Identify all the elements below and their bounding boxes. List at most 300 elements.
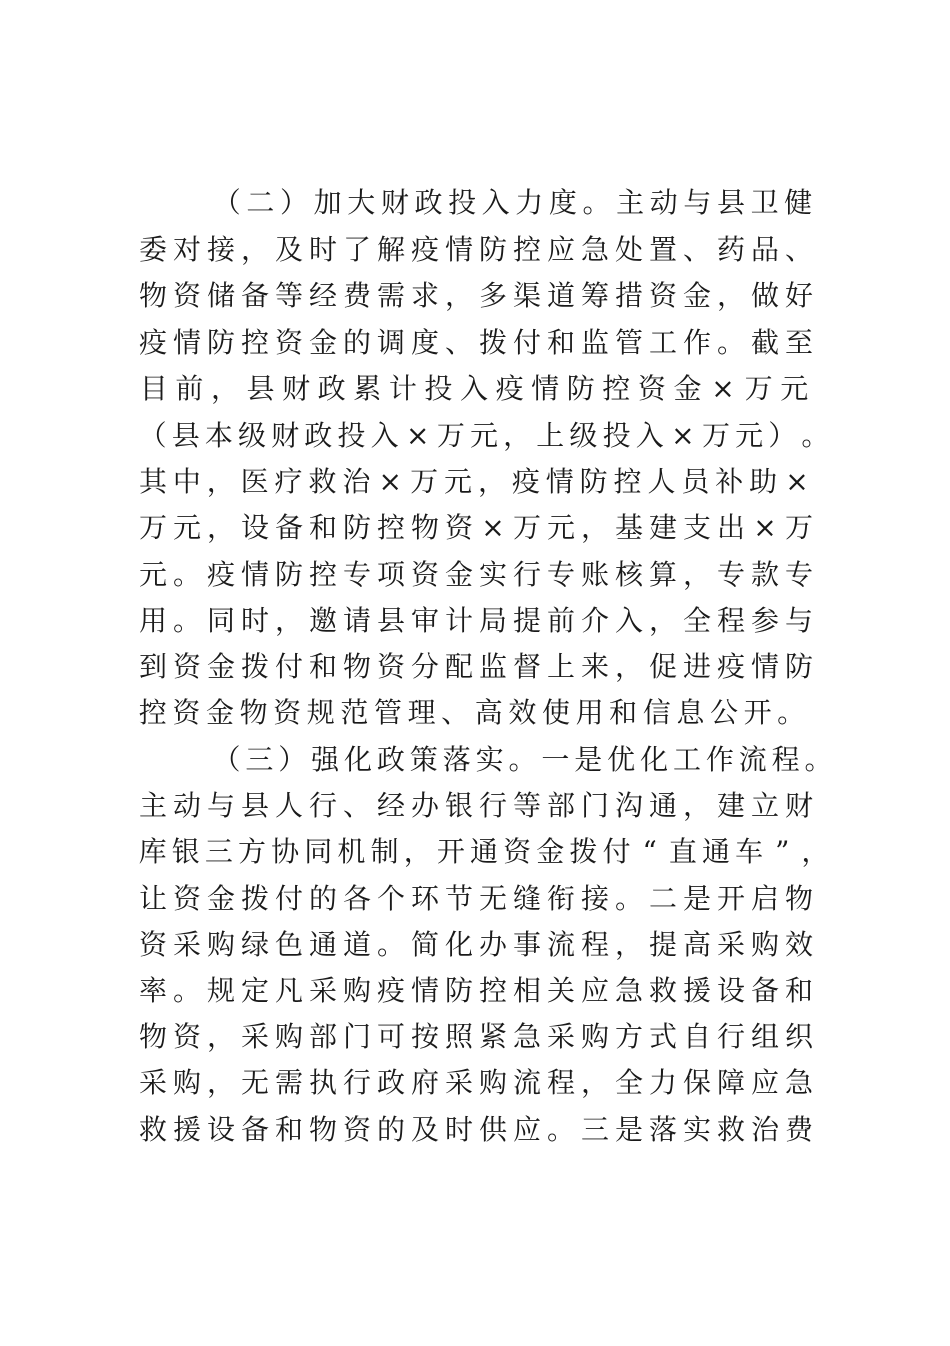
glyph: 备 [240, 279, 269, 312]
glyph: 应 [512, 1113, 541, 1146]
glyph: 应 [750, 1066, 779, 1099]
glyph: 直 [668, 835, 697, 868]
glyph: 请 [342, 604, 371, 637]
glyph: 元 [469, 419, 498, 452]
paragraph-line [0, 690, 950, 736]
glyph: 购 [342, 974, 371, 1007]
glyph: 资 [138, 928, 167, 961]
glyph: 需 [274, 1066, 303, 1099]
glyph: 与 [683, 186, 712, 219]
paragraph-line [0, 876, 950, 922]
paragraph-line [0, 598, 950, 644]
glyph: 事 [512, 928, 541, 961]
glyph: 防 [444, 974, 473, 1007]
glyph: 及 [274, 233, 303, 266]
glyph: 力 [648, 1066, 677, 1099]
glyph: 县 [246, 372, 275, 405]
glyph: 的 [342, 326, 371, 359]
glyph: ， [206, 1020, 235, 1053]
glyph: 入 [459, 372, 488, 405]
glyph: 三 [204, 835, 233, 868]
glyph: 和 [274, 1113, 303, 1146]
glyph: × [671, 419, 695, 452]
glyph: 万 [701, 419, 730, 452]
glyph: 、 [441, 696, 470, 729]
glyph: 防 [478, 233, 507, 266]
glyph: ） [278, 743, 307, 776]
glyph: 采 [716, 928, 745, 961]
glyph: 主 [616, 186, 645, 219]
glyph: 好 [784, 279, 813, 312]
glyph: ， [580, 1066, 609, 1099]
glyph: 行 [478, 789, 507, 822]
glyph: 与 [784, 604, 813, 637]
glyph: 建 [648, 511, 677, 544]
glyph: 置 [648, 233, 677, 266]
glyph: 设 [206, 1113, 235, 1146]
glyph: 人 [274, 789, 303, 822]
glyph: 金 [444, 558, 473, 591]
glyph: 二 [648, 882, 677, 915]
glyph: 物 [784, 882, 813, 915]
glyph: 建 [716, 789, 745, 822]
glyph: 对 [172, 233, 201, 266]
glyph: 治 [750, 1113, 779, 1146]
glyph: 方 [614, 1020, 643, 1053]
glyph: × [753, 511, 777, 544]
paragraph-line [0, 922, 950, 968]
glyph: 绿 [240, 928, 269, 961]
glyph: 车 [735, 835, 764, 868]
glyph: 制 [370, 835, 399, 868]
glyph: 助 [749, 465, 778, 498]
glyph: 自 [682, 1020, 711, 1053]
glyph: 落 [648, 1113, 677, 1146]
glyph: 紧 [478, 1020, 507, 1053]
glyph: 力 [515, 186, 544, 219]
paragraph-line [0, 968, 950, 1014]
glyph: 采 [444, 1066, 473, 1099]
glyph: 保 [682, 1066, 711, 1099]
glyph: 二 [246, 186, 275, 219]
glyph: 府 [410, 1066, 439, 1099]
glyph: 控 [138, 696, 167, 729]
glyph: 障 [716, 1066, 745, 1099]
glyph: 物 [308, 1113, 337, 1146]
glyph: 措 [614, 279, 643, 312]
glyph: 程 [716, 604, 745, 637]
glyph: 作 [682, 326, 711, 359]
glyph: 时 [444, 1113, 473, 1146]
glyph: 采 [546, 1020, 575, 1053]
glyph: 办 [478, 928, 507, 961]
glyph: × [405, 419, 430, 452]
glyph: 援 [682, 974, 711, 1007]
glyph: 投 [602, 419, 631, 452]
glyph: 元 [546, 511, 575, 544]
glyph: 和 [784, 974, 813, 1007]
glyph: 督 [512, 650, 541, 683]
glyph: 应 [580, 974, 609, 1007]
glyph: 行 [512, 558, 541, 591]
glyph: 防 [274, 558, 303, 591]
glyph: 疫 [511, 465, 540, 498]
glyph: 财 [784, 789, 813, 822]
glyph: 疫 [495, 372, 524, 405]
glyph: 人 [647, 465, 676, 498]
glyph: 疫 [138, 326, 167, 359]
glyph: 了 [342, 233, 371, 266]
glyph: 缝 [512, 882, 541, 915]
glyph: 实 [475, 743, 504, 776]
glyph: 费 [784, 1113, 813, 1146]
glyph: 关 [546, 974, 575, 1007]
glyph: 控 [308, 558, 337, 591]
glyph: ， [274, 604, 303, 637]
glyph: 全 [682, 604, 711, 637]
paragraph-line [0, 320, 950, 366]
glyph: 采 [138, 1066, 167, 1099]
glyph: 参 [750, 604, 779, 637]
paragraph-line [0, 1014, 950, 1060]
glyph: 县 [240, 789, 269, 822]
glyph: 和 [308, 650, 337, 683]
glyph: 急 [614, 974, 643, 1007]
glyph: 采 [240, 1020, 269, 1053]
glyph: 中 [172, 465, 201, 498]
paragraph-line [0, 829, 950, 875]
paragraph-line [0, 180, 950, 226]
glyph: 情 [410, 974, 439, 1007]
glyph: 。 [716, 326, 745, 359]
glyph: （ [212, 743, 241, 776]
glyph: 政 [414, 186, 443, 219]
glyph: 监 [478, 650, 507, 683]
glyph: 金 [206, 882, 235, 915]
glyph: 规 [206, 974, 235, 1007]
glyph: 专 [716, 558, 745, 591]
glyph: × [785, 465, 809, 498]
glyph: “ [642, 835, 657, 868]
glyph: 沟 [614, 789, 643, 822]
glyph: 和 [546, 326, 575, 359]
glyph: 开 [743, 696, 772, 729]
glyph: 金 [682, 279, 711, 312]
glyph: 、 [444, 326, 473, 359]
glyph: 是 [682, 882, 711, 915]
glyph: 分 [410, 650, 439, 683]
glyph: 提 [512, 604, 541, 637]
glyph: 门 [342, 1020, 371, 1053]
glyph: 其 [138, 465, 167, 498]
glyph: 高 [474, 696, 503, 729]
glyph: 节 [444, 882, 473, 915]
glyph: 拨 [478, 326, 507, 359]
glyph: 开 [436, 835, 465, 868]
glyph: 项 [376, 558, 405, 591]
glyph: 化 [344, 743, 373, 776]
glyph: 是 [614, 1113, 643, 1146]
glyph: 程 [580, 928, 609, 961]
glyph: 专 [784, 558, 813, 591]
glyph: 应 [546, 233, 575, 266]
paragraph-line [0, 505, 950, 551]
glyph: 本 [204, 419, 233, 452]
glyph: ， [614, 928, 643, 961]
glyph: 万 [512, 511, 541, 544]
glyph: 无 [478, 882, 507, 915]
glyph: 员 [681, 465, 710, 498]
glyph: 元 [735, 419, 764, 452]
glyph: 急 [580, 233, 609, 266]
glyph: 。 [172, 974, 201, 1007]
glyph: 购 [750, 928, 779, 961]
glyph: 出 [716, 511, 745, 544]
glyph: 购 [580, 1020, 609, 1053]
glyph: 动 [649, 186, 678, 219]
glyph: 时 [308, 233, 337, 266]
glyph: 金 [673, 372, 702, 405]
glyph: 促 [648, 650, 677, 683]
glyph: 救 [716, 1113, 745, 1146]
glyph: 银 [171, 835, 200, 868]
glyph: 投 [337, 419, 366, 452]
glyph: 物 [410, 511, 439, 544]
glyph: 金 [206, 650, 235, 683]
glyph: 前 [175, 372, 204, 405]
glyph: 审 [410, 604, 439, 637]
glyph: ， [240, 233, 269, 266]
glyph: 可 [376, 1020, 405, 1053]
glyph: 大 [347, 186, 376, 219]
glyph: 动 [172, 789, 201, 822]
glyph: 补 [715, 465, 744, 498]
glyph: 度 [410, 326, 439, 359]
glyph: 实 [682, 1113, 711, 1146]
glyph: 款 [750, 558, 779, 591]
glyph: 投 [448, 186, 477, 219]
glyph: 万 [784, 511, 813, 544]
glyph: ， [206, 1066, 235, 1099]
glyph: 环 [410, 882, 439, 915]
paragraph-line [0, 413, 950, 459]
glyph: 情 [531, 372, 560, 405]
glyph: ， [716, 279, 745, 312]
glyph: 和 [609, 696, 638, 729]
glyph: 效 [784, 928, 813, 961]
glyph: ， [206, 511, 235, 544]
glyph: 执 [308, 1066, 337, 1099]
glyph: 启 [750, 882, 779, 915]
glyph: 目 [139, 372, 168, 405]
paragraph-line [0, 366, 950, 412]
glyph: 级 [569, 419, 598, 452]
glyph: 工 [672, 743, 701, 776]
glyph: 定 [240, 974, 269, 1007]
glyph: 筹 [580, 279, 609, 312]
glyph: 基 [614, 511, 643, 544]
glyph: 卫 [750, 186, 779, 219]
glyph: 政 [304, 419, 333, 452]
glyph: 资 [273, 696, 302, 729]
glyph: 财 [271, 419, 300, 452]
glyph: 万 [436, 419, 465, 452]
glyph: 等 [274, 279, 303, 312]
glyph: 按 [410, 1020, 439, 1053]
glyph: 用 [138, 604, 167, 637]
glyph: 通 [469, 835, 498, 868]
paragraph-line [0, 783, 950, 829]
glyph: 行 [716, 1020, 745, 1053]
glyph: 资 [172, 882, 201, 915]
glyph: 调 [376, 326, 405, 359]
glyph: 设 [240, 511, 269, 544]
glyph: 资 [637, 372, 666, 405]
glyph: 元 [138, 558, 167, 591]
glyph: 支 [682, 511, 711, 544]
glyph: 控 [602, 372, 631, 405]
glyph: 万 [744, 372, 773, 405]
paragraph-line [0, 227, 950, 273]
glyph: 专 [342, 558, 371, 591]
glyph: 策 [409, 743, 438, 776]
glyph: 门 [580, 789, 609, 822]
glyph: 控 [478, 974, 507, 1007]
glyph: 多 [478, 279, 507, 312]
glyph: 控 [376, 511, 405, 544]
glyph: 度 [548, 186, 577, 219]
glyph: 效 [508, 696, 537, 729]
paragraph-line [0, 459, 950, 505]
glyph: 一 [541, 743, 570, 776]
glyph: 采 [308, 974, 337, 1007]
glyph: 的 [308, 882, 337, 915]
glyph: 道 [342, 928, 371, 961]
glyph: 购 [172, 1066, 201, 1099]
glyph: 入 [635, 419, 664, 452]
glyph: 上 [546, 650, 575, 683]
glyph: 进 [682, 650, 711, 683]
glyph: 情 [750, 650, 779, 683]
glyph: 疫 [410, 233, 439, 266]
glyph: 财 [380, 186, 409, 219]
paragraph-line [0, 737, 950, 783]
glyph: 行 [308, 789, 337, 822]
glyph: 资 [172, 1020, 201, 1053]
glyph: 计 [388, 372, 417, 405]
glyph: 程 [771, 743, 800, 776]
glyph: 道 [546, 279, 575, 312]
glyph: 。 [546, 1113, 575, 1146]
glyph: 疫 [716, 650, 745, 683]
glyph: 防 [342, 511, 371, 544]
glyph: 化 [640, 743, 669, 776]
glyph: 渠 [512, 279, 541, 312]
glyph: 累 [353, 372, 382, 405]
glyph: 通 [308, 928, 337, 961]
glyph: 用 [575, 696, 604, 729]
glyph: 银 [444, 789, 473, 822]
glyph: 实 [478, 558, 507, 591]
glyph: 疫 [206, 558, 235, 591]
glyph: 防 [579, 465, 608, 498]
glyph: 三 [245, 743, 274, 776]
glyph: 控 [512, 233, 541, 266]
glyph: 工 [648, 326, 677, 359]
glyph: 供 [478, 1113, 507, 1146]
glyph: 化 [444, 928, 473, 961]
glyph: 购 [206, 928, 235, 961]
glyph: 经 [376, 789, 405, 822]
glyph: 资 [444, 511, 473, 544]
glyph: 委 [138, 233, 167, 266]
glyph: 相 [512, 974, 541, 1007]
glyph: 程 [546, 1066, 575, 1099]
glyph: 政 [376, 1066, 405, 1099]
glyph: 药 [716, 233, 745, 266]
glyph: 入 [481, 186, 510, 219]
glyph: 救 [138, 1113, 167, 1146]
glyph: 品 [750, 233, 779, 266]
glyph: 各 [342, 882, 371, 915]
glyph: 情 [240, 558, 269, 591]
glyph: 入 [614, 604, 643, 637]
glyph: 。 [172, 558, 201, 591]
glyph: 医 [240, 465, 269, 498]
glyph: 式 [648, 1020, 677, 1053]
glyph: ， [801, 835, 830, 868]
glyph: 政 [376, 743, 405, 776]
glyph: 救 [648, 974, 677, 1007]
glyph: 落 [442, 743, 471, 776]
glyph: 政 [317, 372, 346, 405]
glyph: ， [648, 604, 677, 637]
glyph: 、 [342, 789, 371, 822]
glyph: 求 [410, 279, 439, 312]
glyph: × [481, 511, 505, 544]
glyph: 算 [648, 558, 677, 591]
glyph: 三 [580, 1113, 609, 1146]
glyph: 需 [376, 279, 405, 312]
glyph: 解 [376, 233, 405, 266]
glyph: 资 [503, 835, 532, 868]
glyph: 到 [138, 650, 167, 683]
glyph: 协 [271, 835, 300, 868]
paragraph-line [0, 644, 950, 690]
glyph: 控 [613, 465, 642, 498]
glyph: 机 [337, 835, 366, 868]
glyph: × [378, 465, 402, 498]
glyph: 投 [424, 372, 453, 405]
glyph: 简 [410, 928, 439, 961]
glyph: 资 [274, 326, 303, 359]
glyph: 上 [536, 419, 565, 452]
glyph: 物 [138, 1020, 167, 1053]
glyph: 财 [282, 372, 311, 405]
glyph: （ [212, 186, 241, 219]
glyph: ） [280, 186, 309, 219]
glyph: 行 [342, 1066, 371, 1099]
glyph: 县 [171, 419, 200, 452]
glyph: 付 [274, 650, 303, 683]
glyph: 物 [138, 279, 167, 312]
glyph: 备 [240, 1113, 269, 1146]
glyph: 、 [784, 233, 813, 266]
glyph: 急 [512, 1020, 541, 1053]
glyph: 救 [308, 465, 337, 498]
glyph: 防 [784, 650, 813, 683]
glyph: 邀 [308, 604, 337, 637]
